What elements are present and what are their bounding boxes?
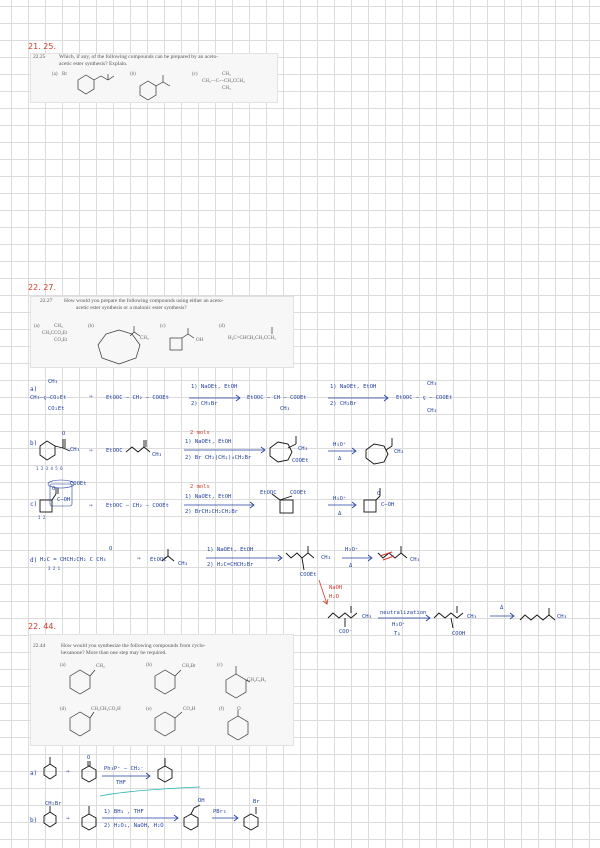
step-1: 1) BH₃ , THF [104,809,144,815]
heat-symbol: Δ [349,563,353,569]
formula-line: CH₃ [222,72,231,77]
saponification-reagent: H₂O [329,594,339,600]
carboxylate-label: COO⁻ [339,629,353,635]
question-text-1b: acetic ester synthesis? Explain. [59,61,128,67]
substituent-label: EtOOC [260,490,277,496]
atom-label: O [62,431,66,437]
substituent-label: CH₃ [298,446,308,452]
cyclohexane-ring-shape [244,814,258,830]
implies-arrow: ⇒ [66,815,70,822]
step-1: 1) NaOEt, EtOH [191,384,238,390]
temperature-drop: T↓ [394,631,401,637]
substituent-label: CH₃ [467,614,477,620]
step-2: 2) CH₃Br [191,401,218,407]
bromine-label: Br [253,799,260,805]
intermediate-1: EtOOC – CH – COOEt [247,395,307,401]
option-label: (a) [34,324,40,329]
solution-label-2d: d) [30,557,38,564]
formula-line: CH₃CCO₂Et [42,331,68,336]
atom-label: O [377,491,381,497]
problem-heading-1: 21. 25. [28,42,56,51]
substituent-label: COOEt [290,490,307,496]
formula-line: CH₃ [54,324,63,329]
heat-symbol: Δ [338,511,342,517]
note-2-mols: 2 mols [190,430,210,436]
hydrolysis-reagent: H₃O⁺ [333,442,347,448]
implies-arrow: ⇒ [66,768,70,775]
substituent-label: CH₃ [178,561,188,567]
option-label: (b) [88,324,94,329]
reagent-acetoacetic-ester: EtOOC [150,557,167,563]
option-label: (c) [192,72,198,77]
implies-arrow: ⇒ [137,555,141,562]
step-1: 1) NaOEt, EtOH [330,384,377,390]
atom-label: O [109,546,113,552]
substituent-label: OH [196,338,204,343]
neutralization-label: neutralization [380,610,427,616]
solvent-label: THF [116,780,126,786]
brominating-reagent: PBr₃ [213,809,227,815]
formula-line: CH₃ [280,406,290,412]
option-label: (d) [219,324,225,329]
substituent-label: CH₂Br [182,664,196,669]
formula-line: C–OH [57,497,71,503]
question-text-2a: How would you prepare the following compounds using either an aceto- [64,298,224,304]
alkene-ketone-formula: H₂C = CHCH₂CH₂ C CH₃ [40,557,107,563]
atom-numbering: 3 2 1 [48,566,61,571]
substituent-label: CH₂CH₂CO₂H [91,707,121,712]
question-text-3a: How would you synthesize the following compounds from cyclo- [61,643,206,649]
question-text-3b: hexanone? More than one step may be required. [61,650,167,656]
atom-numbering: 1 2 3 4 5 6 [36,466,63,471]
step-2: 2) Br CH₂(CH₂)₄CH₂Br [185,455,252,461]
atom-label: O [237,707,241,712]
step-2: 2) H₂C=CHCH₂Br [207,562,254,568]
solution-label-3a: a) [30,770,38,777]
formula-line: CH₃ [222,86,231,91]
option-label: (a) [52,72,58,77]
product-dimethyl-malonate: EtOOC – ç – COOEt [396,395,453,401]
option-label: (b) [130,72,136,77]
implies-arrow: ⇒ [89,447,93,454]
cyclohexane-ring-shape [184,814,198,830]
question-text-1a: Which, if any, of the following compounds can be prepared by an aceto- [59,54,219,60]
formula-line: CO₂Et [54,338,68,343]
option-label: (a) [60,663,66,668]
step-2: 2) BrCH₂CH₂CH₂Br [185,509,238,515]
hydroxyl-label: OH [198,798,205,804]
problem-number-2: 22.27 [40,298,53,304]
substituent-label: COOEt [300,572,317,578]
step-1: 1) NaOEt, EtOH [185,494,232,500]
substituent-label: CO₂H [183,707,196,712]
substituent-label: COOEt [292,458,309,464]
solution-label-3b: b) [30,817,38,824]
step-1: 1) NaOEt, EtOH [207,547,254,553]
substituent-label: C–OH [381,502,395,508]
step-2: 2) CH₃Br [330,401,357,407]
substituent-label: CH₃ [140,336,149,341]
cyclohexane-ring-shape [44,812,56,827]
note-2-mols: 2 mols [190,484,210,490]
substituent-label: CH₃ [410,557,420,563]
hydrolysis-reagent: H₃O⁺ [333,496,347,502]
step-2: 2) H₂O₂, NaOH, H₂O [104,823,164,829]
option-label: (c) [160,324,166,329]
option-label: (c) [217,663,223,668]
formula-line: CH₃ [48,379,58,385]
heat-symbol: Δ [338,456,342,462]
atom-label: O [87,755,91,761]
substituent-label: CH₃ [152,452,162,458]
carboxylic-acid-label: COOH [452,631,466,637]
implies-arrow: ⇒ [89,502,93,509]
reagent-malonic-ester: EtOOC – CH₂ – COOEt [106,395,169,401]
wittig-reagent: Ph₃P⁺ – CH₂⁻ [104,766,144,772]
methylenecyclohexane-ring-shape [82,814,96,830]
formula-line: CH₃–ç–CO₂Et [30,395,67,401]
formula-line: CH₃—C—CH₂CCH₃ [202,79,245,84]
option-label: (d) [60,707,66,712]
atom-numbering: 1 2 [38,515,46,520]
heat-symbol: Δ [500,605,504,611]
implies-arrow: ⇒ [89,393,93,400]
substituent-label: CH₃ [70,447,80,453]
step-1: 1) NaOEt, EtOH [185,439,232,445]
solution-label-2b: b) [30,440,38,447]
hydrolysis-reagent: H₃O⁺ [345,547,359,553]
problem-heading-2: 22. 27. [28,283,56,292]
question-text-2b: acetic ester synthesis or a malonic ester synthesis? [76,305,187,311]
substituent-label: CH₂Br [45,801,62,807]
option-label: (e) [146,707,152,712]
formula-line: H₂C=CHCH₂CH₂CCH₃ [228,336,276,341]
formula-line: CO₂Et [48,406,65,412]
formula-line: CH₃ [427,408,437,414]
substituent-label: CH₂C₆H₅ [247,678,267,683]
option-label: (f) [219,707,224,712]
substituent-label: CH₃ [394,449,404,455]
formula-line: COOEt [70,481,87,487]
atom-label: O [52,486,56,492]
saponification-reagent: NaOH [329,585,343,591]
substituent-label: CH₃ [362,614,372,620]
solution-label-2a: a) [30,386,38,393]
reagent-malonic-ester: EtOOC – CH₂ – COOEt [106,503,169,509]
substituent-label: Br [62,72,67,77]
option-label: (b) [146,663,152,668]
solution-label-2c: c) [30,501,38,508]
acid-reagent: H₃O⁺ [392,622,406,628]
problem-heading-3: 22. 44. [28,622,56,631]
substituent-label: CH₃ [557,614,567,620]
substituent-label: CH₂ [96,664,105,669]
formula-line: CH₃ [427,381,437,387]
problem-number-1: 22.25 [33,54,46,60]
problem-number-3: 22.44 [33,643,46,649]
substituent-label: CH₃ [321,555,331,561]
reagent-acetoacetic-ester: EtOOC [106,448,123,454]
